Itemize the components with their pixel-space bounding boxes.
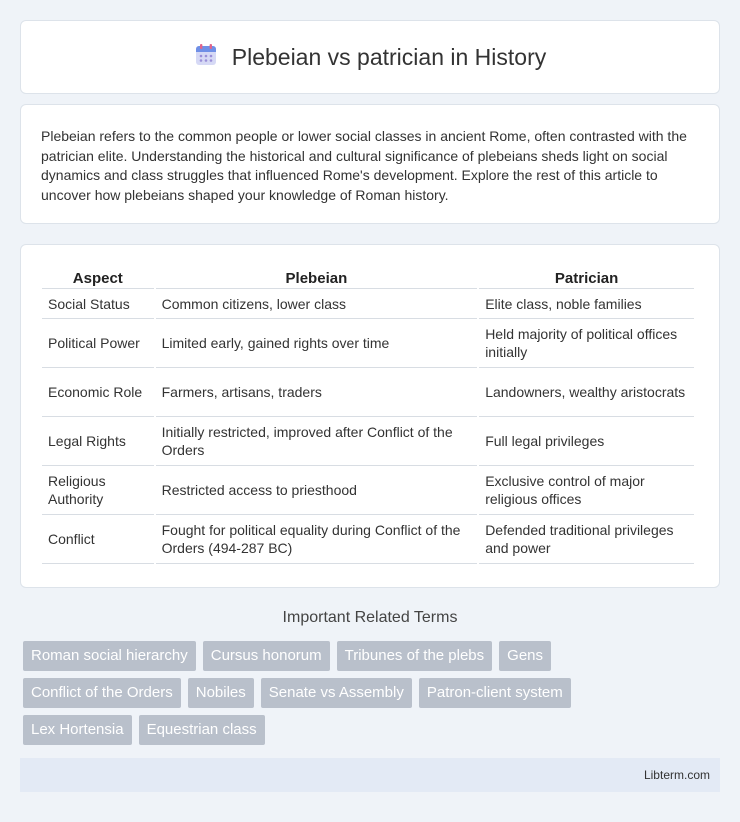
- tag-equestrian-class[interactable]: Equestrian class: [139, 715, 265, 745]
- comparison-table-card: [20, 244, 720, 588]
- table-row: [42, 466, 694, 515]
- table-row: [42, 417, 694, 466]
- patrician-cell: Held majority of political offices initially: [479, 319, 694, 368]
- tag-lex-hortensia[interactable]: Lex Hortensia: [23, 715, 132, 745]
- intro-card: [20, 104, 720, 224]
- patrician-cell: Full legal privileges: [479, 417, 694, 466]
- table-row: [42, 368, 694, 417]
- plebeian-cell: Common citizens, lower class: [156, 289, 478, 319]
- plebeian-cell: Farmers, artisans, traders: [156, 368, 478, 417]
- aspect-cell: Social Status: [42, 289, 154, 319]
- patrician-cell: Landowners, wealthy aristocrats: [479, 368, 694, 417]
- table-row: [42, 319, 694, 368]
- patrician-cell: Exclusive control of major religious offices: [479, 466, 694, 515]
- header-patrician: Patrician: [479, 263, 694, 289]
- intro-text: Plebeian refers to the common people or lower social classes in ancient Rome, often contrasted with the patrician elite. Understanding the historical and cultural significance of plebeians sheds light on social dynamics and class struggles that influenced Rome's development. Explore the rest of this article to uncover how plebeians shaped your knowledge of Roman history.: [41, 128, 687, 203]
- tag-senate-vs-assembly[interactable]: Senate vs Assembly: [261, 678, 412, 708]
- aspect-cell: Political Power: [42, 319, 154, 368]
- header-card: [20, 20, 720, 94]
- plebeian-cell: Limited early, gained rights over time: [156, 319, 478, 368]
- comparison-table: [40, 263, 696, 564]
- calendar-icon: [194, 43, 218, 72]
- tag-conflict-of-the-orders[interactable]: Conflict of the Orders: [23, 678, 181, 708]
- table-row: [42, 515, 694, 564]
- patrician-cell: Defended traditional privileges and power: [479, 515, 694, 564]
- footer: [20, 758, 720, 792]
- related-terms-heading: Important Related Terms: [282, 609, 458, 626]
- tag-patron-client-system[interactable]: Patron-client system: [419, 678, 571, 708]
- aspect-cell: Conflict: [42, 515, 154, 564]
- title-wrap: [194, 43, 546, 72]
- tag-row: [23, 715, 723, 745]
- tag-nobiles[interactable]: Nobiles: [188, 678, 254, 708]
- patrician-cell: Elite class, noble families: [479, 289, 694, 319]
- tag-roman-social-hierarchy[interactable]: Roman social hierarchy: [23, 641, 196, 671]
- aspect-cell: Religious Authority: [42, 466, 154, 515]
- header-plebeian: Plebeian: [156, 263, 478, 289]
- tag-tribunes-of-the-plebs[interactable]: Tribunes of the plebs: [337, 641, 493, 671]
- aspect-cell: Legal Rights: [42, 417, 154, 466]
- tag-row: [23, 641, 723, 671]
- related-terms-tags: [23, 641, 723, 752]
- aspect-cell: Economic Role: [42, 368, 154, 417]
- plebeian-cell: Fought for political equality during Conflict of the Orders (494-287 BC): [156, 515, 478, 564]
- page-title: Plebeian vs patrician in History: [231, 43, 547, 70]
- footer-site-link[interactable]: Libterm.com: [643, 768, 710, 782]
- tag-cursus-honorum[interactable]: Cursus honorum: [203, 641, 330, 671]
- plebeian-cell: Initially restricted, improved after Conflict of the Orders: [156, 417, 478, 466]
- table-row: [42, 289, 694, 319]
- tag-row: [23, 678, 723, 708]
- plebeian-cell: Restricted access to priesthood: [156, 466, 478, 515]
- tag-gens[interactable]: Gens: [499, 641, 551, 671]
- header-aspect: Aspect: [42, 263, 154, 289]
- table-header-row: [42, 263, 694, 289]
